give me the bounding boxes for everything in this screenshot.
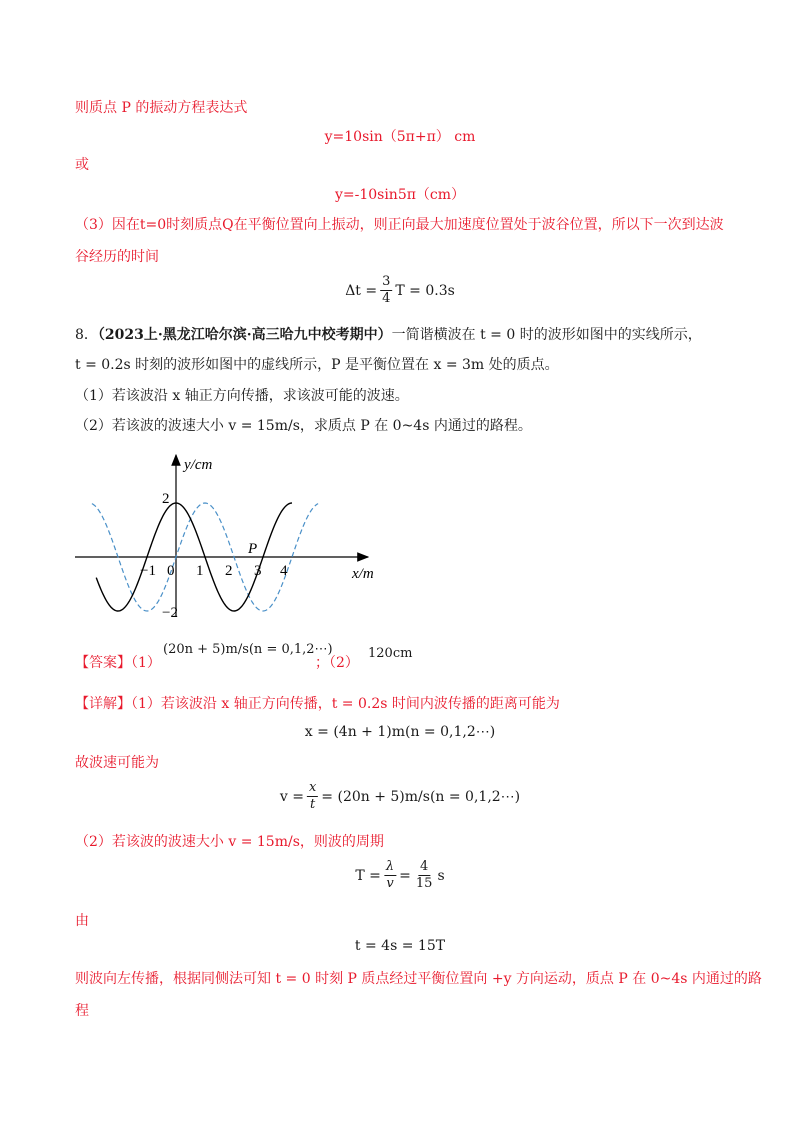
vibration-equation-intro: 则质点 P 的振动方程表达式 [75, 100, 248, 116]
equation-2: y=-10sin5π（cm） [334, 187, 466, 203]
eq-t-fraction-1 [384, 860, 396, 892]
x-tick-1: 1 [196, 563, 204, 579]
point-p-label: P [248, 541, 258, 557]
detail-text-1: （1）若该波沿 x 轴正方向传播，t = 0.2s 时间内波传播的距离可能为 [131, 696, 560, 712]
eq3-fraction [380, 275, 392, 307]
x-tick-4: 4 [280, 563, 288, 579]
x-tick-0: 0 [167, 563, 175, 579]
eq-t-num-1: λ [384, 860, 396, 876]
part3-line-2: 谷经历的时间 [75, 249, 159, 265]
eq-t-den-1: v [386, 876, 394, 892]
or-text: 或 [75, 157, 89, 173]
x-axis-label: x/m [352, 566, 374, 582]
part3-line-1: （3）因在t=0时刻质点Q在平衡位置向上振动，则正向最大加速度位置处于波谷位置，所以下一次到达波 [75, 217, 724, 233]
eq-v-num: x [307, 781, 318, 797]
eq-v-rhs: = (20n + 5)m/s(n = 0,1,2⋯) [321, 788, 521, 805]
equation-delta-t [345, 275, 455, 307]
detail-tag: 【详解】 [75, 696, 131, 712]
question-line-2: t = 0.2s 时刻的波形如图中的虚线所示，P 是平衡位置在 x = 3m 处的质点。 [75, 357, 559, 373]
eq-t-lhs: T = [355, 867, 381, 884]
eq-v-fraction [307, 781, 318, 813]
answer-part1-tag: （1） [131, 655, 161, 671]
equation-1: y=10sin（5π+π） cm [324, 129, 476, 145]
y-tick-2: 2 [162, 491, 170, 507]
eq3-rhs: T = 0.3s [395, 282, 455, 299]
wave-figure [70, 445, 390, 625]
question-source: （2023上·黑龙江哈尔滨·高三哈九中校考期中） [97, 327, 392, 343]
x-tick-3: 3 [254, 563, 262, 579]
eq-t-num-2: 4 [418, 860, 430, 876]
detail-line-2: 故波速可能为 [75, 755, 159, 771]
eq3-numerator: 3 [380, 275, 392, 291]
y-axis-label: y/cm [184, 457, 213, 473]
eq-v-lhs: v = [279, 788, 304, 805]
eq3-lhs: Δt = [345, 282, 378, 299]
answer-separator: ；（2） [315, 655, 359, 671]
detail-equation-4: t = 4s = 15T [354, 938, 446, 954]
x-tick-2: 2 [225, 563, 233, 579]
detail-equation-3 [355, 860, 444, 892]
question-line-1: 一简谐横波在 t = 0 时的波形如图中的实线所示， [391, 327, 702, 343]
detail-line-5: 则波向左传播，根据同侧法可知 t = 0 时刻 P 质点经过平衡位置向 +y 方向运动，质点 P 在 0~4s 内通过的路 [75, 971, 762, 987]
eq-t-den-2: 15 [415, 876, 433, 892]
answer-value-2: 120cm [368, 646, 413, 661]
detail-equation-2 [280, 781, 520, 813]
answer-label [75, 656, 161, 670]
eq3-denominator: 4 [382, 291, 391, 307]
detail-line-6: 程 [75, 1003, 89, 1019]
eq-t-unit: s [437, 867, 445, 884]
detail-equation-1: x = (4n + 1)m(n = 0,1,2⋯) [304, 724, 496, 740]
question-sub-1: （1）若该波沿 x 轴正方向传播，求该波可能的波速。 [75, 388, 409, 404]
detail-line-1 [75, 697, 560, 711]
x-tick-neg1: −1 [140, 563, 156, 579]
detail-line-4: 由 [75, 913, 89, 929]
question-8-header [75, 328, 702, 342]
eq-t-fraction-2 [414, 860, 435, 892]
eq-v-den: t [310, 797, 316, 813]
y-tick-neg2: −2 [162, 605, 178, 621]
answer-value-1: (20n + 5)m/s(n = 0,1,2⋯) [163, 642, 333, 657]
eq-t-equals: = [399, 867, 411, 884]
answer-tag: 【答案】 [75, 655, 131, 671]
question-sub-2: （2）若该波的波速大小 v = 15m/s，求质点 P 在 0~4s 内通过的路程。 [75, 418, 532, 434]
detail-line-3: （2）若该波的波速大小 v = 15m/s，则波的周期 [75, 834, 384, 850]
question-number: 8． [75, 327, 98, 343]
